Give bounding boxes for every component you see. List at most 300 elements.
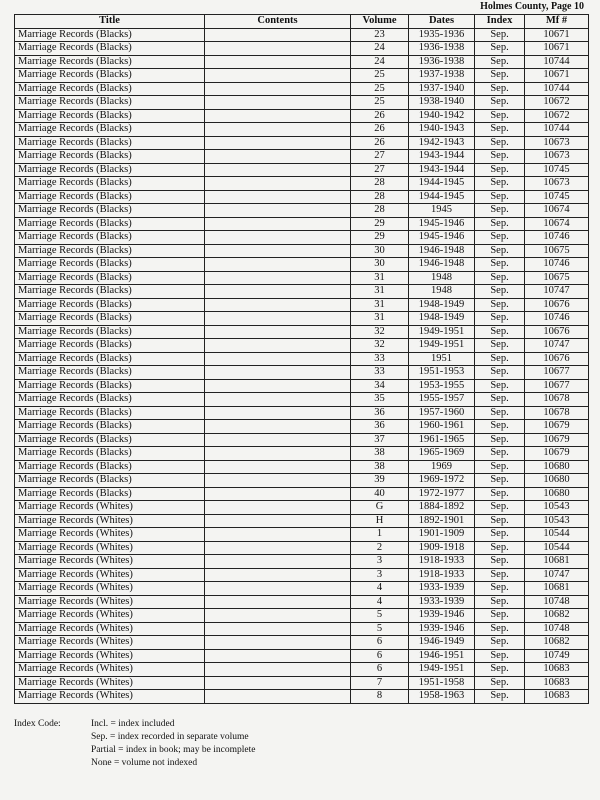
cell-index: Sep. bbox=[475, 258, 525, 272]
table-row bbox=[15, 663, 589, 677]
cell-title: Marriage Records (Whites) bbox=[15, 555, 205, 569]
cell-contents bbox=[205, 582, 351, 596]
cell-dates: 1940-1943 bbox=[409, 123, 475, 137]
cell-contents bbox=[205, 298, 351, 312]
cell-contents bbox=[205, 231, 351, 245]
cell-index: Sep. bbox=[475, 28, 525, 42]
cell-index: Sep. bbox=[475, 339, 525, 353]
cell-contents bbox=[205, 460, 351, 474]
table-row bbox=[15, 109, 589, 123]
cell-index: Sep. bbox=[475, 447, 525, 461]
cell-contents bbox=[205, 649, 351, 663]
table-row bbox=[15, 271, 589, 285]
cell-volume: 36 bbox=[351, 406, 409, 420]
cell-contents bbox=[205, 123, 351, 137]
cell-title: Marriage Records (Blacks) bbox=[15, 163, 205, 177]
cell-title: Marriage Records (Blacks) bbox=[15, 96, 205, 110]
cell-contents bbox=[205, 690, 351, 704]
cell-mf: 10680 bbox=[525, 474, 589, 488]
table-row bbox=[15, 487, 589, 501]
table-row bbox=[15, 204, 589, 218]
cell-title: Marriage Records (Blacks) bbox=[15, 150, 205, 164]
cell-mf: 10675 bbox=[525, 244, 589, 258]
table-row bbox=[15, 514, 589, 528]
cell-index: Sep. bbox=[475, 420, 525, 434]
cell-mf: 10677 bbox=[525, 379, 589, 393]
cell-dates: 1958-1963 bbox=[409, 690, 475, 704]
cell-title: Marriage Records (Whites) bbox=[15, 595, 205, 609]
cell-index: Sep. bbox=[475, 352, 525, 366]
cell-title: Marriage Records (Whites) bbox=[15, 568, 205, 582]
column-header-contents: Contents bbox=[205, 15, 351, 29]
cell-mf: 10674 bbox=[525, 204, 589, 218]
cell-title: Marriage Records (Blacks) bbox=[15, 82, 205, 96]
cell-index: Sep. bbox=[475, 136, 525, 150]
cell-title: Marriage Records (Blacks) bbox=[15, 55, 205, 69]
cell-volume: 25 bbox=[351, 69, 409, 83]
cell-dates: 1945-1946 bbox=[409, 231, 475, 245]
cell-volume: 32 bbox=[351, 325, 409, 339]
cell-title: Marriage Records (Blacks) bbox=[15, 474, 205, 488]
cell-volume: 31 bbox=[351, 298, 409, 312]
cell-mf: 10676 bbox=[525, 352, 589, 366]
cell-contents bbox=[205, 420, 351, 434]
cell-dates: 1946-1951 bbox=[409, 649, 475, 663]
cell-volume: 3 bbox=[351, 568, 409, 582]
cell-title: Marriage Records (Blacks) bbox=[15, 109, 205, 123]
cell-index: Sep. bbox=[475, 244, 525, 258]
cell-index: Sep. bbox=[475, 555, 525, 569]
cell-index: Sep. bbox=[475, 325, 525, 339]
cell-mf: 10683 bbox=[525, 676, 589, 690]
cell-title: Marriage Records (Blacks) bbox=[15, 366, 205, 380]
legend-label: Index Code: bbox=[14, 719, 61, 729]
cell-mf: 10744 bbox=[525, 123, 589, 137]
cell-mf: 10676 bbox=[525, 325, 589, 339]
cell-contents bbox=[205, 555, 351, 569]
cell-index: Sep. bbox=[475, 204, 525, 218]
cell-contents bbox=[205, 312, 351, 326]
cell-mf: 10682 bbox=[525, 609, 589, 623]
cell-mf: 10683 bbox=[525, 690, 589, 704]
cell-title: Marriage Records (Blacks) bbox=[15, 379, 205, 393]
cell-volume: 1 bbox=[351, 528, 409, 542]
cell-index: Sep. bbox=[475, 474, 525, 488]
cell-dates: 1948-1949 bbox=[409, 298, 475, 312]
cell-dates: 1972-1977 bbox=[409, 487, 475, 501]
cell-mf: 10749 bbox=[525, 649, 589, 663]
cell-volume: 6 bbox=[351, 636, 409, 650]
legend-entry: Partial = index in book; may be incomplete bbox=[91, 745, 256, 755]
cell-contents bbox=[205, 622, 351, 636]
table-row bbox=[15, 96, 589, 110]
column-header-title: Title bbox=[15, 15, 205, 29]
cell-mf: 10675 bbox=[525, 271, 589, 285]
cell-volume: 32 bbox=[351, 339, 409, 353]
cell-title: Marriage Records (Blacks) bbox=[15, 406, 205, 420]
column-header-index: Index bbox=[475, 15, 525, 29]
cell-contents bbox=[205, 514, 351, 528]
table-row bbox=[15, 285, 589, 299]
cell-volume: 5 bbox=[351, 622, 409, 636]
cell-contents bbox=[205, 339, 351, 353]
table-row bbox=[15, 582, 589, 596]
cell-index: Sep. bbox=[475, 366, 525, 380]
cell-index: Sep. bbox=[475, 69, 525, 83]
cell-index: Sep. bbox=[475, 595, 525, 609]
cell-dates: 1909-1918 bbox=[409, 541, 475, 555]
cell-index: Sep. bbox=[475, 622, 525, 636]
cell-contents bbox=[205, 568, 351, 582]
table-row bbox=[15, 69, 589, 83]
cell-dates: 1946-1949 bbox=[409, 636, 475, 650]
cell-contents bbox=[205, 28, 351, 42]
cell-volume: 4 bbox=[351, 595, 409, 609]
cell-dates: 1951-1958 bbox=[409, 676, 475, 690]
cell-index: Sep. bbox=[475, 636, 525, 650]
cell-contents bbox=[205, 217, 351, 231]
cell-index: Sep. bbox=[475, 393, 525, 407]
cell-mf: 10677 bbox=[525, 366, 589, 380]
cell-dates: 1949-1951 bbox=[409, 339, 475, 353]
cell-contents bbox=[205, 474, 351, 488]
cell-title: Marriage Records (Blacks) bbox=[15, 447, 205, 461]
cell-dates: 1942-1943 bbox=[409, 136, 475, 150]
records-body bbox=[15, 28, 589, 703]
cell-mf: 10544 bbox=[525, 528, 589, 542]
cell-dates: 1892-1901 bbox=[409, 514, 475, 528]
table-row bbox=[15, 474, 589, 488]
cell-volume: 28 bbox=[351, 177, 409, 191]
cell-volume: 28 bbox=[351, 190, 409, 204]
cell-mf: 10678 bbox=[525, 406, 589, 420]
cell-volume: 3 bbox=[351, 555, 409, 569]
table-row bbox=[15, 150, 589, 164]
table-row bbox=[15, 82, 589, 96]
cell-mf: 10747 bbox=[525, 285, 589, 299]
cell-contents bbox=[205, 190, 351, 204]
cell-mf: 10746 bbox=[525, 231, 589, 245]
cell-contents bbox=[205, 258, 351, 272]
cell-index: Sep. bbox=[475, 406, 525, 420]
cell-mf: 10745 bbox=[525, 190, 589, 204]
cell-mf: 10671 bbox=[525, 28, 589, 42]
cell-dates: 1946-1948 bbox=[409, 244, 475, 258]
cell-index: Sep. bbox=[475, 177, 525, 191]
cell-dates: 1948 bbox=[409, 271, 475, 285]
cell-contents bbox=[205, 379, 351, 393]
cell-title: Marriage Records (Whites) bbox=[15, 501, 205, 515]
cell-volume: 31 bbox=[351, 312, 409, 326]
cell-dates: 1955-1957 bbox=[409, 393, 475, 407]
cell-dates: 1944-1945 bbox=[409, 190, 475, 204]
cell-contents bbox=[205, 150, 351, 164]
cell-title: Marriage Records (Blacks) bbox=[15, 69, 205, 83]
table-row bbox=[15, 595, 589, 609]
cell-mf: 10672 bbox=[525, 96, 589, 110]
cell-volume: 23 bbox=[351, 28, 409, 42]
cell-mf: 10680 bbox=[525, 487, 589, 501]
cell-dates: 1936-1938 bbox=[409, 55, 475, 69]
cell-volume: 26 bbox=[351, 109, 409, 123]
cell-volume: 30 bbox=[351, 258, 409, 272]
cell-title: Marriage Records (Blacks) bbox=[15, 420, 205, 434]
cell-title: Marriage Records (Blacks) bbox=[15, 231, 205, 245]
cell-volume: G bbox=[351, 501, 409, 515]
cell-title: Marriage Records (Blacks) bbox=[15, 393, 205, 407]
table-row bbox=[15, 501, 589, 515]
table-row bbox=[15, 163, 589, 177]
cell-contents bbox=[205, 433, 351, 447]
cell-mf: 10744 bbox=[525, 55, 589, 69]
cell-mf: 10671 bbox=[525, 42, 589, 56]
cell-volume: 8 bbox=[351, 690, 409, 704]
cell-dates: 1935-1936 bbox=[409, 28, 475, 42]
cell-volume: 29 bbox=[351, 217, 409, 231]
table-row bbox=[15, 352, 589, 366]
legend-entries bbox=[91, 718, 351, 770]
cell-title: Marriage Records (Blacks) bbox=[15, 28, 205, 42]
cell-mf: 10671 bbox=[525, 69, 589, 83]
cell-title: Marriage Records (Blacks) bbox=[15, 190, 205, 204]
cell-index: Sep. bbox=[475, 190, 525, 204]
cell-volume: 26 bbox=[351, 123, 409, 137]
cell-volume: 38 bbox=[351, 460, 409, 474]
cell-dates: 1951 bbox=[409, 352, 475, 366]
cell-mf: 10681 bbox=[525, 582, 589, 596]
cell-contents bbox=[205, 109, 351, 123]
cell-title: Marriage Records (Whites) bbox=[15, 622, 205, 636]
cell-dates: 1943-1944 bbox=[409, 150, 475, 164]
cell-index: Sep. bbox=[475, 123, 525, 137]
table-row bbox=[15, 123, 589, 137]
table-row bbox=[15, 339, 589, 353]
cell-mf: 10676 bbox=[525, 298, 589, 312]
cell-dates: 1884-1892 bbox=[409, 501, 475, 515]
cell-mf: 10673 bbox=[525, 136, 589, 150]
cell-title: Marriage Records (Blacks) bbox=[15, 298, 205, 312]
table-row bbox=[15, 366, 589, 380]
table-header-row bbox=[15, 15, 589, 29]
cell-volume: 27 bbox=[351, 150, 409, 164]
cell-volume: 31 bbox=[351, 285, 409, 299]
cell-mf: 10678 bbox=[525, 393, 589, 407]
cell-volume: 6 bbox=[351, 663, 409, 677]
cell-contents bbox=[205, 663, 351, 677]
cell-title: Marriage Records (Blacks) bbox=[15, 244, 205, 258]
cell-dates: 1933-1939 bbox=[409, 582, 475, 596]
cell-mf: 10744 bbox=[525, 82, 589, 96]
cell-mf: 10746 bbox=[525, 312, 589, 326]
cell-contents bbox=[205, 487, 351, 501]
cell-title: Marriage Records (Blacks) bbox=[15, 325, 205, 339]
cell-index: Sep. bbox=[475, 568, 525, 582]
cell-dates: 1949-1951 bbox=[409, 663, 475, 677]
cell-mf: 10747 bbox=[525, 339, 589, 353]
cell-index: Sep. bbox=[475, 150, 525, 164]
cell-contents bbox=[205, 271, 351, 285]
cell-contents bbox=[205, 528, 351, 542]
cell-contents bbox=[205, 96, 351, 110]
cell-title: Marriage Records (Whites) bbox=[15, 676, 205, 690]
cell-dates: 1953-1955 bbox=[409, 379, 475, 393]
cell-title: Marriage Records (Blacks) bbox=[15, 271, 205, 285]
cell-title: Marriage Records (Blacks) bbox=[15, 433, 205, 447]
cell-dates: 1949-1951 bbox=[409, 325, 475, 339]
cell-dates: 1965-1969 bbox=[409, 447, 475, 461]
cell-title: Marriage Records (Blacks) bbox=[15, 136, 205, 150]
cell-volume: 36 bbox=[351, 420, 409, 434]
cell-dates: 1939-1946 bbox=[409, 609, 475, 623]
table-row bbox=[15, 447, 589, 461]
cell-contents bbox=[205, 204, 351, 218]
table-row bbox=[15, 393, 589, 407]
cell-index: Sep. bbox=[475, 298, 525, 312]
cell-contents bbox=[205, 352, 351, 366]
cell-index: Sep. bbox=[475, 663, 525, 677]
cell-contents bbox=[205, 136, 351, 150]
cell-index: Sep. bbox=[475, 312, 525, 326]
cell-index: Sep. bbox=[475, 217, 525, 231]
cell-title: Marriage Records (Blacks) bbox=[15, 123, 205, 137]
cell-volume: 7 bbox=[351, 676, 409, 690]
cell-dates: 1918-1933 bbox=[409, 555, 475, 569]
cell-mf: 10748 bbox=[525, 595, 589, 609]
cell-mf: 10747 bbox=[525, 568, 589, 582]
cell-dates: 1901-1909 bbox=[409, 528, 475, 542]
cell-volume: 5 bbox=[351, 609, 409, 623]
cell-title: Marriage Records (Whites) bbox=[15, 514, 205, 528]
cell-index: Sep. bbox=[475, 501, 525, 515]
cell-dates: 1945-1946 bbox=[409, 217, 475, 231]
cell-title: Marriage Records (Blacks) bbox=[15, 312, 205, 326]
cell-mf: 10680 bbox=[525, 460, 589, 474]
cell-mf: 10748 bbox=[525, 622, 589, 636]
table-row bbox=[15, 55, 589, 69]
cell-volume: 6 bbox=[351, 649, 409, 663]
legend-entry: Incl. = index included bbox=[91, 719, 175, 729]
cell-index: Sep. bbox=[475, 55, 525, 69]
cell-volume: 28 bbox=[351, 204, 409, 218]
cell-dates: 1948-1949 bbox=[409, 312, 475, 326]
cell-dates: 1943-1944 bbox=[409, 163, 475, 177]
column-header-mf: Mf # bbox=[525, 15, 589, 29]
cell-index: Sep. bbox=[475, 690, 525, 704]
table-row bbox=[15, 312, 589, 326]
table-row bbox=[15, 190, 589, 204]
cell-index: Sep. bbox=[475, 82, 525, 96]
cell-title: Marriage Records (Whites) bbox=[15, 690, 205, 704]
cell-index: Sep. bbox=[475, 609, 525, 623]
cell-title: Marriage Records (Blacks) bbox=[15, 204, 205, 218]
cell-volume: 2 bbox=[351, 541, 409, 555]
cell-dates: 1939-1946 bbox=[409, 622, 475, 636]
cell-dates: 1957-1960 bbox=[409, 406, 475, 420]
cell-mf: 10679 bbox=[525, 447, 589, 461]
cell-title: Marriage Records (Blacks) bbox=[15, 217, 205, 231]
cell-contents bbox=[205, 676, 351, 690]
cell-title: Marriage Records (Blacks) bbox=[15, 460, 205, 474]
cell-title: Marriage Records (Blacks) bbox=[15, 258, 205, 272]
cell-volume: 25 bbox=[351, 82, 409, 96]
cell-dates: 1918-1933 bbox=[409, 568, 475, 582]
cell-index: Sep. bbox=[475, 541, 525, 555]
cell-volume: 24 bbox=[351, 55, 409, 69]
cell-volume: 40 bbox=[351, 487, 409, 501]
cell-mf: 10681 bbox=[525, 555, 589, 569]
cell-mf: 10674 bbox=[525, 217, 589, 231]
cell-dates: 1940-1942 bbox=[409, 109, 475, 123]
table-row bbox=[15, 649, 589, 663]
cell-volume: 31 bbox=[351, 271, 409, 285]
cell-mf: 10672 bbox=[525, 109, 589, 123]
cell-index: Sep. bbox=[475, 271, 525, 285]
cell-dates: 1936-1938 bbox=[409, 42, 475, 56]
table-row bbox=[15, 676, 589, 690]
cell-dates: 1937-1938 bbox=[409, 69, 475, 83]
table-row bbox=[15, 42, 589, 56]
cell-volume: 4 bbox=[351, 582, 409, 596]
cell-title: Marriage Records (Whites) bbox=[15, 528, 205, 542]
cell-title: Marriage Records (Whites) bbox=[15, 609, 205, 623]
table-row bbox=[15, 379, 589, 393]
cell-index: Sep. bbox=[475, 163, 525, 177]
cell-title: Marriage Records (Blacks) bbox=[15, 177, 205, 191]
cell-contents bbox=[205, 163, 351, 177]
cell-mf: 10682 bbox=[525, 636, 589, 650]
cell-title: Marriage Records (Blacks) bbox=[15, 42, 205, 56]
cell-dates: 1933-1939 bbox=[409, 595, 475, 609]
legend-entry: None = volume not indexed bbox=[91, 758, 198, 768]
cell-index: Sep. bbox=[475, 42, 525, 56]
cell-dates: 1944-1945 bbox=[409, 177, 475, 191]
cell-contents bbox=[205, 82, 351, 96]
cell-contents bbox=[205, 609, 351, 623]
cell-contents bbox=[205, 244, 351, 258]
cell-mf: 10673 bbox=[525, 150, 589, 164]
cell-dates: 1946-1948 bbox=[409, 258, 475, 272]
cell-title: Marriage Records (Whites) bbox=[15, 663, 205, 677]
cell-title: Marriage Records (Whites) bbox=[15, 636, 205, 650]
cell-volume: 39 bbox=[351, 474, 409, 488]
cell-contents bbox=[205, 393, 351, 407]
table-row bbox=[15, 528, 589, 542]
cell-index: Sep. bbox=[475, 231, 525, 245]
cell-index: Sep. bbox=[475, 528, 525, 542]
cell-dates: 1961-1965 bbox=[409, 433, 475, 447]
cell-contents bbox=[205, 447, 351, 461]
cell-volume: H bbox=[351, 514, 409, 528]
cell-title: Marriage Records (Blacks) bbox=[15, 352, 205, 366]
table-row bbox=[15, 406, 589, 420]
cell-contents bbox=[205, 42, 351, 56]
cell-mf: 10544 bbox=[525, 541, 589, 555]
column-header-dates: Dates bbox=[409, 15, 475, 29]
table-row bbox=[15, 136, 589, 150]
cell-mf: 10683 bbox=[525, 663, 589, 677]
cell-dates: 1969 bbox=[409, 460, 475, 474]
cell-volume: 37 bbox=[351, 433, 409, 447]
cell-mf: 10673 bbox=[525, 177, 589, 191]
table-row bbox=[15, 28, 589, 42]
page-header: Holmes County, Page 10 bbox=[480, 1, 584, 12]
cell-dates: 1945 bbox=[409, 204, 475, 218]
cell-title: Marriage Records (Blacks) bbox=[15, 285, 205, 299]
cell-index: Sep. bbox=[475, 582, 525, 596]
cell-volume: 38 bbox=[351, 447, 409, 461]
table-row bbox=[15, 244, 589, 258]
table-row bbox=[15, 217, 589, 231]
